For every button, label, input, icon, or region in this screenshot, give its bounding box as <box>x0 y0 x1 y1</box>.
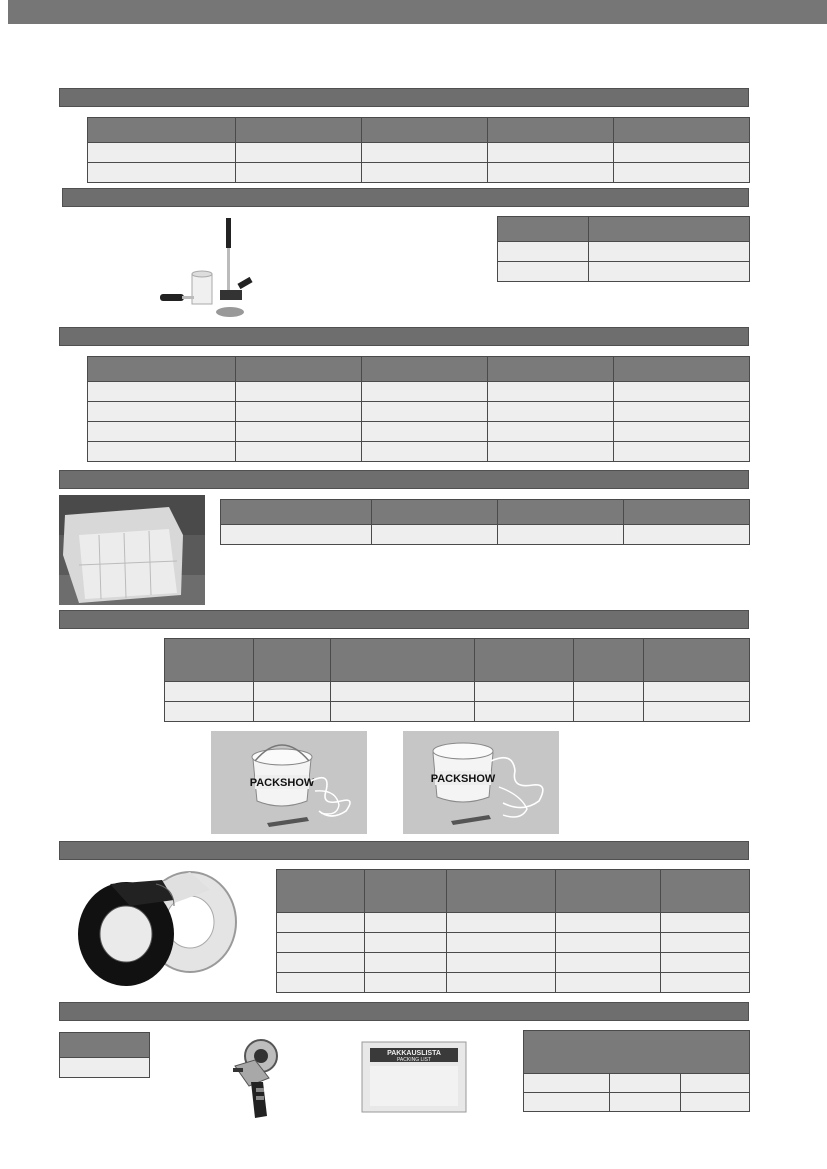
table-row <box>498 262 750 282</box>
table-header-row <box>88 118 750 143</box>
table-header-row <box>60 1033 150 1058</box>
section-7-small-table <box>59 1032 150 1078</box>
table-row <box>88 422 750 442</box>
table-header-row <box>221 500 750 525</box>
table-row <box>165 702 750 722</box>
section-4-table <box>220 499 750 545</box>
section-7-title-bar <box>59 1002 749 1021</box>
table-row <box>88 382 750 402</box>
section-1-table <box>87 117 750 183</box>
section-6-table <box>276 869 750 993</box>
page-header-bar <box>8 0 827 24</box>
envelope-label-text: PAKKAUSLISTA <box>387 1050 441 1057</box>
section-2-table <box>497 216 750 282</box>
table-row <box>88 442 750 462</box>
table-row <box>524 1093 750 1112</box>
pallet-cover-photo <box>59 495 205 605</box>
table-row <box>165 682 750 702</box>
envelope-label-text: PACKING LIST <box>396 1057 432 1063</box>
table-header-row <box>524 1031 750 1074</box>
section-1-title-bar <box>59 88 749 107</box>
section-5-title-bar <box>59 610 749 629</box>
bucket-label-text: PACKSHOW <box>249 777 315 789</box>
table-header-row <box>498 217 750 242</box>
section-7-table <box>523 1030 750 1112</box>
section-6-title-bar <box>59 841 749 860</box>
table-row <box>88 163 750 183</box>
table-row <box>60 1058 150 1078</box>
packing-tape-rolls-image <box>70 866 246 990</box>
table-row <box>88 143 750 163</box>
string-bucket-photo-1 <box>211 731 367 834</box>
section-3-title-bar <box>59 327 749 346</box>
table-row <box>498 242 750 262</box>
tape-dispenser-gun-image <box>225 1030 285 1120</box>
string-bucket-photo-2 <box>403 731 559 834</box>
table-header-row <box>165 639 750 682</box>
table-row <box>88 402 750 422</box>
table-row <box>277 953 750 973</box>
table-header-row <box>277 870 750 913</box>
packing-list-envelope-image <box>360 1040 468 1114</box>
section-2-title-bar <box>62 188 749 207</box>
stretch-film-dispenser-image <box>158 214 264 322</box>
table-row <box>524 1074 750 1093</box>
table-row <box>277 933 750 953</box>
table-header-row <box>88 357 750 382</box>
bucket-label-text: PACKSHOW <box>430 773 496 785</box>
table-row <box>277 913 750 933</box>
section-4-title-bar <box>59 470 749 489</box>
section-5-table <box>164 638 750 722</box>
table-row <box>221 525 750 545</box>
section-3-table <box>87 356 750 462</box>
table-row <box>277 973 750 993</box>
